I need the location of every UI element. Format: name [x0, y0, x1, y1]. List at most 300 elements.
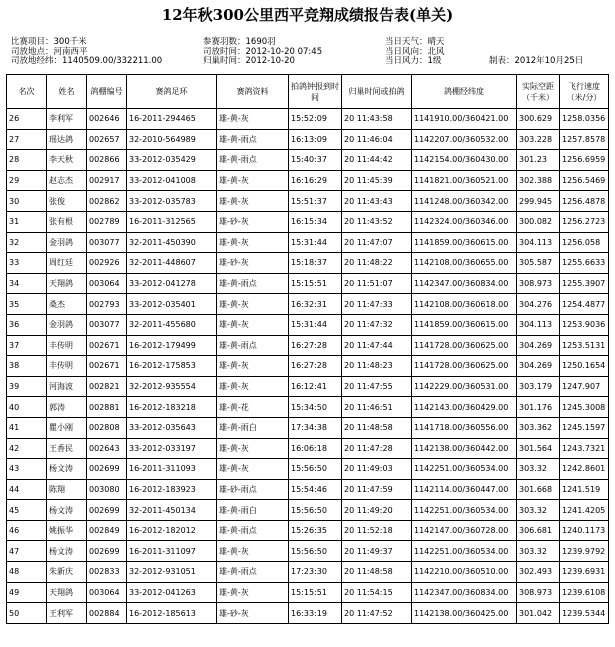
cell-name: 丰传明	[47, 356, 87, 377]
cell-distance: 306.681	[517, 520, 560, 541]
cell-pigeon-info: 雄-黄-雨点	[217, 562, 289, 583]
table-row	[7, 294, 609, 315]
cell-distance: 304.113	[517, 232, 560, 253]
cell-return-time: 20 11:49:37	[342, 541, 412, 562]
cell-rank: 41	[7, 417, 47, 438]
col-header-loft-number: 鸽棚编号	[87, 75, 127, 109]
cell-pigeon-info: 雄-黄-雨点	[217, 520, 289, 541]
cell-speed: 1255.6633	[560, 253, 609, 274]
cell-distance: 300.082	[517, 211, 560, 232]
cell-return-time: 20 11:43:43	[342, 191, 412, 212]
cell-loft-number: 002833	[87, 562, 127, 583]
cell-distance: 308.973	[517, 582, 560, 603]
cell-loft-coordinates: 1141821.00/360521.00	[412, 170, 517, 191]
table-row	[7, 479, 609, 500]
cell-clock-time: 15:51:37	[289, 191, 342, 212]
cell-pigeon-info: 雄-黄-灰	[217, 438, 289, 459]
cell-speed: 1255.3907	[560, 273, 609, 294]
table-row	[7, 273, 609, 294]
cell-name: 郭涛	[47, 397, 87, 418]
cell-distance: 303.228	[517, 129, 560, 150]
cell-name: 张有根	[47, 211, 87, 232]
cell-distance: 305.587	[517, 253, 560, 274]
col-header-rank: 名次	[7, 75, 47, 109]
cell-name: 杨文涛	[47, 459, 87, 480]
cell-ring: 16-2012-183923	[127, 479, 217, 500]
cell-loft-number: 002884	[87, 603, 127, 624]
cell-distance: 299.945	[517, 191, 560, 212]
cell-clock-time: 15:52:09	[289, 109, 342, 130]
cell-loft-coordinates: 1142138.00/360442.00	[412, 438, 517, 459]
cell-ring: 33-2012-041263	[127, 582, 217, 603]
return-time: 归巢时间：2012-10-20	[203, 56, 295, 67]
cell-name: 天翔鸽	[47, 273, 87, 294]
cell-loft-coordinates: 1142207.00/360532.00	[412, 129, 517, 150]
table-row	[7, 170, 609, 191]
cell-speed: 1256.2723	[560, 211, 609, 232]
col-header-pigeon-info: 赛鸽资料	[217, 75, 289, 109]
table-row	[7, 541, 609, 562]
col-header-loft-coordinates: 鸽棚经纬度	[412, 75, 517, 109]
cell-rank: 49	[7, 582, 47, 603]
cell-clock-time: 16:32:31	[289, 294, 342, 315]
cell-clock-time: 16:12:41	[289, 376, 342, 397]
cell-return-time: 20 11:46:51	[342, 397, 412, 418]
cell-name: 杨文涛	[47, 541, 87, 562]
cell-rank: 44	[7, 479, 47, 500]
col-header-distance: 实际空距（千米）	[517, 75, 560, 109]
cell-loft-coordinates: 1142347.00/360834.00	[412, 273, 517, 294]
cell-speed: 1245.1597	[560, 417, 609, 438]
cell-speed: 1253.5131	[560, 335, 609, 356]
cell-return-time: 20 11:48:58	[342, 562, 412, 583]
cell-clock-time: 15:40:37	[289, 150, 342, 171]
cell-clock-time: 15:54:46	[289, 479, 342, 500]
cell-name: 丰传明	[47, 335, 87, 356]
cell-pigeon-info: 雄-黄-雨点	[217, 129, 289, 150]
cell-loft-coordinates: 1142154.00/360430.00	[412, 150, 517, 171]
cell-loft-coordinates: 1141728.00/360625.00	[412, 335, 517, 356]
cell-ring: 32-2011-450134	[127, 500, 217, 521]
weather: 当日天气：晴天	[385, 37, 445, 47]
table-row	[7, 356, 609, 377]
cell-clock-time: 15:18:37	[289, 253, 342, 274]
cell-speed: 1239.5344	[560, 603, 609, 624]
cell-loft-coordinates: 1142251.00/360534.00	[412, 500, 517, 521]
cell-name: 周红廷	[47, 253, 87, 274]
cell-ring: 16-2011-311093	[127, 459, 217, 480]
cell-ring: 33-2012-041008	[127, 170, 217, 191]
cell-name: 杨文涛	[47, 500, 87, 521]
cell-rank: 39	[7, 376, 47, 397]
cell-ring: 33-2012-035429	[127, 150, 217, 171]
cell-pigeon-info: 雄-黄-雨点	[217, 335, 289, 356]
col-header-speed: 飞行速度（米/分）	[560, 75, 609, 109]
cell-rank: 37	[7, 335, 47, 356]
cell-name: 李利军	[47, 109, 87, 130]
cell-pigeon-info: 雄-黄-灰	[217, 459, 289, 480]
cell-name: 王香民	[47, 438, 87, 459]
cell-pigeon-info: 雄-黄-灰	[217, 170, 289, 191]
cell-return-time: 20 11:49:20	[342, 500, 412, 521]
cell-clock-time: 16:16:29	[289, 170, 342, 191]
race-info	[11, 38, 609, 67]
cell-loft-number: 002643	[87, 438, 127, 459]
cell-rank: 36	[7, 314, 47, 335]
cell-loft-coordinates: 1142108.00/360655.00	[412, 253, 517, 274]
cell-ring: 33-2012-033197	[127, 438, 217, 459]
cell-distance: 304.269	[517, 356, 560, 377]
cell-pigeon-info: 雄-黄-雨点	[217, 150, 289, 171]
cell-rank: 29	[7, 170, 47, 191]
cell-loft-number: 003077	[87, 314, 127, 335]
cell-name: 张俊	[47, 191, 87, 212]
cell-ring: 33-2012-035401	[127, 294, 217, 315]
col-header-clock-time: 拍鸽钟报到时间	[289, 75, 342, 109]
header-row	[7, 75, 609, 109]
cell-name: 陈翔	[47, 479, 87, 500]
cell-speed: 1258.0356	[560, 109, 609, 130]
cell-pigeon-info: 雄-黄-雨白	[217, 500, 289, 521]
cell-rank: 38	[7, 356, 47, 377]
cell-loft-coordinates: 1142114.00/360447.00	[412, 479, 517, 500]
results-table	[6, 74, 609, 624]
cell-pigeon-info: 雄-砂-雨点	[217, 479, 289, 500]
cell-loft-number: 002671	[87, 335, 127, 356]
table-row	[7, 253, 609, 274]
cell-loft-coordinates: 1142147.00/360728.00	[412, 520, 517, 541]
table-row	[7, 438, 609, 459]
cell-loft-number: 002862	[87, 191, 127, 212]
table-row	[7, 314, 609, 335]
report-title: 12年秋300公里西平竞翔成绩报告表(单关)	[161, 6, 454, 24]
cell-pigeon-info: 雄-黄-灰	[217, 294, 289, 315]
table-row	[7, 582, 609, 603]
cell-return-time: 20 11:47:59	[342, 479, 412, 500]
release-time: 司放时间：2012-10-20 07:45	[203, 46, 323, 57]
cell-speed: 1256.058	[560, 232, 609, 253]
cell-loft-coordinates: 1142229.00/360531.00	[412, 376, 517, 397]
cell-return-time: 20 11:47:33	[342, 294, 412, 315]
cell-distance: 302.493	[517, 562, 560, 583]
cell-ring: 32-2010-564989	[127, 129, 217, 150]
cell-speed: 1241.519	[560, 479, 609, 500]
cell-distance: 303.179	[517, 376, 560, 397]
cell-loft-coordinates: 1142347.00/360834.00	[412, 582, 517, 603]
cell-speed: 1250.1654	[560, 356, 609, 377]
cell-loft-number: 002699	[87, 500, 127, 521]
cell-distance: 301.564	[517, 438, 560, 459]
table-row	[7, 211, 609, 232]
cell-rank: 33	[7, 253, 47, 274]
cell-return-time: 20 11:47:44	[342, 335, 412, 356]
cell-pigeon-info: 雄-黄-灰	[217, 582, 289, 603]
cell-rank: 43	[7, 459, 47, 480]
cell-loft-coordinates: 1141910.00/360421.00	[412, 109, 517, 130]
cell-rank: 27	[7, 129, 47, 150]
cell-ring: 32-2011-448607	[127, 253, 217, 274]
cell-ring: 33-2012-041278	[127, 273, 217, 294]
cell-return-time: 20 11:43:52	[342, 211, 412, 232]
cell-name: 瞿小刚	[47, 417, 87, 438]
cell-speed: 1253.9036	[560, 314, 609, 335]
table-row	[7, 191, 609, 212]
cell-ring: 32-2012-931051	[127, 562, 217, 583]
cell-return-time: 20 11:47:55	[342, 376, 412, 397]
cell-return-time: 20 11:54:15	[342, 582, 412, 603]
table-row	[7, 232, 609, 253]
cell-loft-number: 002793	[87, 294, 127, 315]
cell-distance: 300.629	[517, 109, 560, 130]
table-row	[7, 417, 609, 438]
table-row	[7, 150, 609, 171]
cell-distance: 303.32	[517, 459, 560, 480]
cell-ring: 16-2012-179499	[127, 335, 217, 356]
cell-loft-coordinates: 1142251.00/360534.00	[412, 459, 517, 480]
col-header-name: 姓名	[47, 75, 87, 109]
cell-distance: 304.276	[517, 294, 560, 315]
cell-return-time: 20 11:52:18	[342, 520, 412, 541]
cell-ring: 16-2012-183218	[127, 397, 217, 418]
cell-clock-time: 15:15:51	[289, 582, 342, 603]
cell-loft-number: 003064	[87, 582, 127, 603]
table-row	[7, 500, 609, 521]
cell-clock-time: 16:13:09	[289, 129, 342, 150]
cell-clock-time: 16:15:34	[289, 211, 342, 232]
cell-loft-number: 002926	[87, 253, 127, 274]
cell-distance: 302.388	[517, 170, 560, 191]
cell-return-time: 20 11:48:58	[342, 417, 412, 438]
cell-speed: 1241.4205	[560, 500, 609, 521]
cell-loft-coordinates: 1142108.00/360618.00	[412, 294, 517, 315]
cell-loft-number: 003077	[87, 232, 127, 253]
cell-loft-number: 002808	[87, 417, 127, 438]
cell-speed: 1239.6108	[560, 582, 609, 603]
cell-clock-time: 16:33:19	[289, 603, 342, 624]
cell-loft-number: 002646	[87, 109, 127, 130]
cell-return-time: 20 11:45:39	[342, 170, 412, 191]
cell-distance: 301.042	[517, 603, 560, 624]
cell-loft-coordinates: 1141718.00/360556.00	[412, 417, 517, 438]
release-place: 司放地点：河南西平	[11, 46, 88, 57]
cell-pigeon-info: 雄-黄-花	[217, 397, 289, 418]
cell-name: 瑶达鸽	[47, 129, 87, 150]
cell-loft-coordinates: 1142324.00/360346.00	[412, 211, 517, 232]
cell-distance: 301.668	[517, 479, 560, 500]
cell-name: 金羽鸽	[47, 232, 87, 253]
cell-return-time: 20 11:47:52	[342, 603, 412, 624]
cell-pigeon-info: 雄-黄-灰	[217, 314, 289, 335]
cell-return-time: 20 11:44:42	[342, 150, 412, 171]
cell-distance: 308.973	[517, 273, 560, 294]
cell-loft-coordinates: 1141859.00/360615.00	[412, 314, 517, 335]
cell-pigeon-info: 雄-黄-灰	[217, 191, 289, 212]
cell-rank: 34	[7, 273, 47, 294]
table-row	[7, 397, 609, 418]
cell-clock-time: 16:06:18	[289, 438, 342, 459]
cell-loft-number: 002657	[87, 129, 127, 150]
cell-loft-coordinates: 1141859.00/360615.00	[412, 232, 517, 253]
cell-distance: 301.176	[517, 397, 560, 418]
cell-name: 桑杰	[47, 294, 87, 315]
cell-speed: 1239.6931	[560, 562, 609, 583]
table-row	[7, 335, 609, 356]
cell-name: 金羽鸽	[47, 314, 87, 335]
cell-rank: 35	[7, 294, 47, 315]
cell-name: 朱新庆	[47, 562, 87, 583]
table-row	[7, 459, 609, 480]
cell-loft-number: 002849	[87, 520, 127, 541]
cell-loft-coordinates: 1141248.00/360342.00	[412, 191, 517, 212]
cell-speed: 1256.6959	[560, 150, 609, 171]
cell-ring: 33-2012-035783	[127, 191, 217, 212]
table-row	[7, 109, 609, 130]
cell-rank: 30	[7, 191, 47, 212]
wind-force: 当日风力：1级	[385, 56, 442, 67]
cell-loft-coordinates: 1141728.00/360625.00	[412, 356, 517, 377]
cell-return-time: 20 11:47:28	[342, 438, 412, 459]
cell-ring: 32-2012-935554	[127, 376, 217, 397]
cell-rank: 42	[7, 438, 47, 459]
col-header-ring: 赛鸽足环	[127, 75, 217, 109]
cell-loft-number: 002917	[87, 170, 127, 191]
cell-pigeon-info: 雄-砂-灰	[217, 211, 289, 232]
cell-clock-time: 17:23:30	[289, 562, 342, 583]
cell-clock-time: 15:56:50	[289, 500, 342, 521]
cell-loft-number: 003080	[87, 479, 127, 500]
cell-distance: 303.362	[517, 417, 560, 438]
cell-name: 赵志杰	[47, 170, 87, 191]
race-distance: 比赛项目：300千米	[11, 37, 87, 47]
cell-ring: 32-2011-450390	[127, 232, 217, 253]
cell-clock-time: 15:34:50	[289, 397, 342, 418]
cell-speed: 1256.4878	[560, 191, 609, 212]
cell-loft-number: 002699	[87, 541, 127, 562]
cell-speed: 1254.4877	[560, 294, 609, 315]
cell-return-time: 20 11:47:07	[342, 232, 412, 253]
cell-ring: 16-2011-294465	[127, 109, 217, 130]
cell-return-time: 20 11:49:03	[342, 459, 412, 480]
cell-name: 王利军	[47, 603, 87, 624]
cell-clock-time: 15:31:44	[289, 314, 342, 335]
cell-ring: 16-2011-311097	[127, 541, 217, 562]
cell-return-time: 20 11:43:58	[342, 109, 412, 130]
cell-name: 天翔鸽	[47, 582, 87, 603]
table-row	[7, 376, 609, 397]
cell-speed: 1242.8601	[560, 459, 609, 480]
cell-clock-time: 15:15:51	[289, 273, 342, 294]
table-row	[7, 603, 609, 624]
cell-speed: 1257.8578	[560, 129, 609, 150]
cell-rank: 47	[7, 541, 47, 562]
table-row	[7, 129, 609, 150]
cell-pigeon-info: 雄-黄-灰	[217, 109, 289, 130]
cell-distance: 304.113	[517, 314, 560, 335]
cell-return-time: 20 11:47:32	[342, 314, 412, 335]
cell-pigeon-info: 雄-黄-灰	[217, 232, 289, 253]
cell-rank: 50	[7, 603, 47, 624]
cell-distance: 303.32	[517, 541, 560, 562]
cell-name: 姚振华	[47, 520, 87, 541]
cell-distance: 301.23	[517, 150, 560, 171]
cell-pigeon-info: 雄-黄-灰	[217, 541, 289, 562]
cell-rank: 45	[7, 500, 47, 521]
cell-ring: 33-2012-035643	[127, 417, 217, 438]
cell-loft-number: 002699	[87, 459, 127, 480]
cell-speed: 1243.7321	[560, 438, 609, 459]
cell-rank: 32	[7, 232, 47, 253]
cell-pigeon-info: 雄-砂-灰	[217, 603, 289, 624]
cell-clock-time: 15:56:50	[289, 459, 342, 480]
cell-rank: 31	[7, 211, 47, 232]
participating-pigeons: 参赛羽数：1690羽	[203, 37, 276, 47]
cell-pigeon-info: 雄-黄-雨白	[217, 417, 289, 438]
cell-rank: 26	[7, 109, 47, 130]
cell-rank: 40	[7, 397, 47, 418]
cell-ring: 16-2012-185613	[127, 603, 217, 624]
col-header-return-time: 归巢时间或拍鸽	[342, 75, 412, 109]
cell-speed: 1239.9792	[560, 541, 609, 562]
cell-loft-number: 002881	[87, 397, 127, 418]
release-coordinates: 司放地经纬：1140509.00/332211.00	[11, 56, 163, 67]
cell-name: 河海波	[47, 376, 87, 397]
cell-loft-number: 003064	[87, 273, 127, 294]
cell-loft-number: 002671	[87, 356, 127, 377]
cell-speed: 1240.1173	[560, 520, 609, 541]
cell-return-time: 20 11:46:04	[342, 129, 412, 150]
cell-ring: 16-2012-182012	[127, 520, 217, 541]
cell-loft-number: 002789	[87, 211, 127, 232]
cell-distance: 304.269	[517, 335, 560, 356]
cell-return-time: 20 11:48:23	[342, 356, 412, 377]
table-row	[7, 562, 609, 583]
cell-loft-number: 002866	[87, 150, 127, 171]
cell-clock-time: 15:26:35	[289, 520, 342, 541]
results-body	[7, 109, 609, 624]
cell-speed: 1247.907	[560, 376, 609, 397]
cell-loft-coordinates: 1142251.00/360534.00	[412, 541, 517, 562]
cell-loft-coordinates: 1142210.00/360510.00	[412, 562, 517, 583]
cell-ring: 32-2011-455680	[127, 314, 217, 335]
cell-rank: 48	[7, 562, 47, 583]
table-made-date: 制表：2012年10月25日	[489, 56, 584, 67]
cell-rank: 28	[7, 150, 47, 171]
cell-clock-time: 16:27:28	[289, 335, 342, 356]
cell-pigeon-info: 雄-黄-雨点	[217, 273, 289, 294]
cell-loft-number: 002821	[87, 376, 127, 397]
cell-speed: 1256.5469	[560, 170, 609, 191]
cell-clock-time: 17:34:38	[289, 417, 342, 438]
cell-loft-coordinates: 1142143.00/360429.00	[412, 397, 517, 418]
cell-pigeon-info: 雄-黄-灰	[217, 376, 289, 397]
cell-ring: 16-2011-312565	[127, 211, 217, 232]
cell-return-time: 20 11:51:07	[342, 273, 412, 294]
cell-pigeon-info: 雄-黄-灰	[217, 356, 289, 377]
cell-distance: 303.32	[517, 500, 560, 521]
cell-clock-time: 15:31:44	[289, 232, 342, 253]
cell-speed: 1245.3008	[560, 397, 609, 418]
table-row	[7, 520, 609, 541]
cell-name: 李天秋	[47, 150, 87, 171]
cell-clock-time: 16:27:28	[289, 356, 342, 377]
cell-clock-time: 15:56:50	[289, 541, 342, 562]
cell-rank: 46	[7, 520, 47, 541]
cell-ring: 16-2012-175853	[127, 356, 217, 377]
cell-pigeon-info: 雄-砂-灰	[217, 253, 289, 274]
cell-return-time: 20 11:48:22	[342, 253, 412, 274]
wind-direction: 当日风向：北风	[385, 46, 445, 57]
cell-loft-coordinates: 1142138.00/360425.00	[412, 603, 517, 624]
